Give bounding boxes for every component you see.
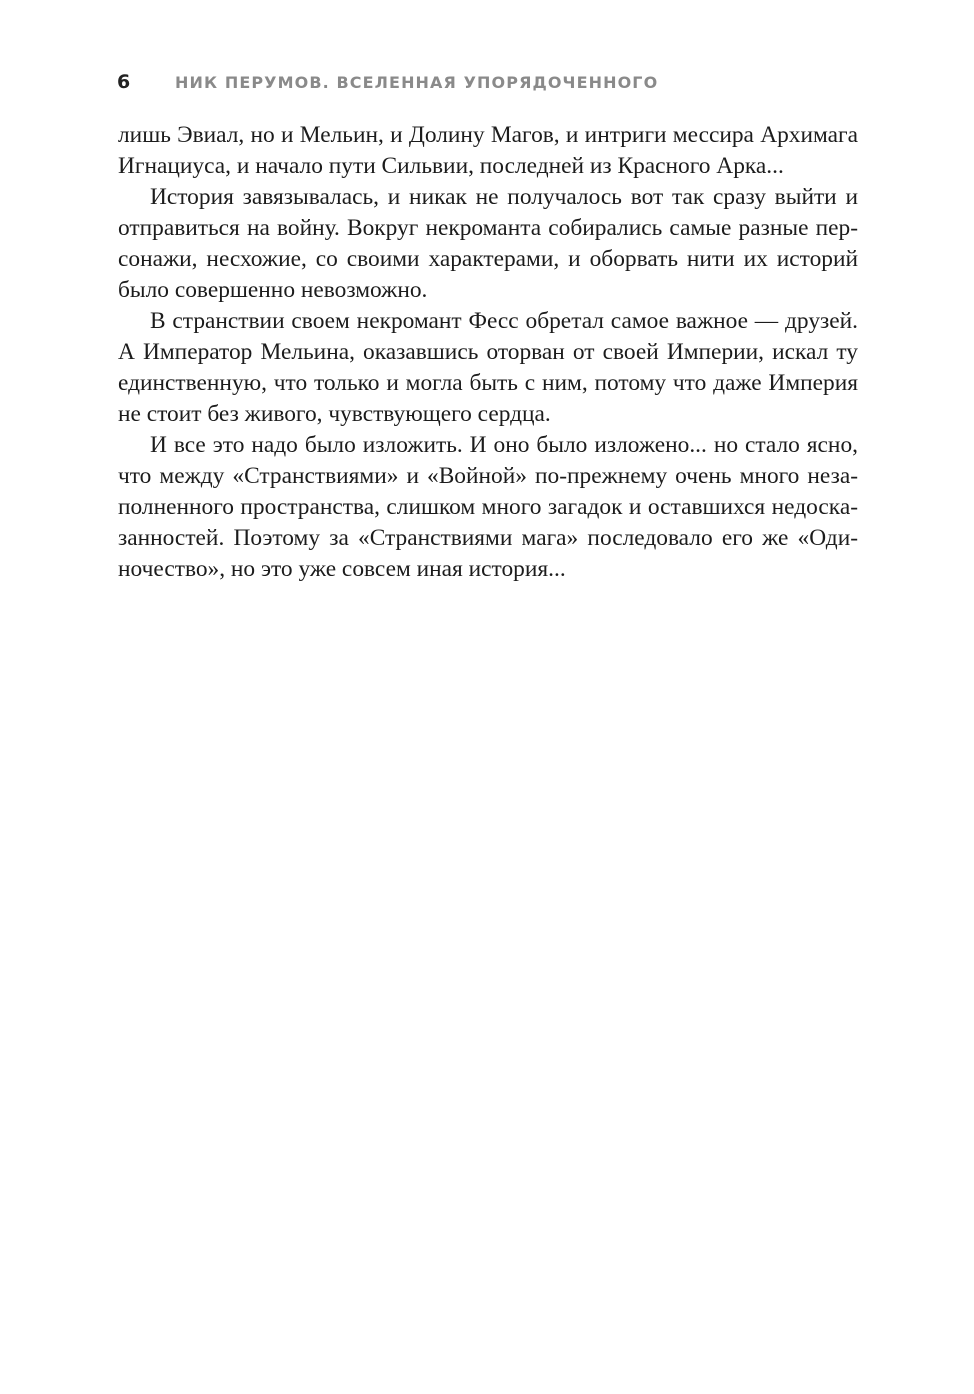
- text-line: И все это надо было изложить. И оно было изложено... но стало ясно,: [150, 432, 858, 458]
- page-number: 6: [117, 71, 131, 93]
- text-line: Игнациуса, и начало пути Сильвии, последней из Красного Арка...: [118, 153, 784, 179]
- paragraph-1: [118, 120, 858, 182]
- text-line: А Император Мельина, оказавшись оторван от своей Империи, искал ту: [118, 339, 858, 365]
- text-line: что между «Странствиями» и «Войной» по-прежнему очень много неза-: [118, 463, 858, 489]
- text-line: сонажи, несхожие, со своими характерами, и оборвать нити их историй: [118, 246, 858, 272]
- text-line: История завязывалась, и никак не получалось вот так сразу выйти и: [150, 184, 858, 210]
- text-line: ночество», но это уже совсем иная история...: [118, 556, 566, 582]
- paragraph-2: [118, 182, 858, 306]
- text-line: В странствии своем некромант Фесс обретал самое важное — друзей.: [150, 308, 858, 334]
- text-line: лишь Эвиал, но и Мельин, и Долину Магов, и интриги мессира Архимага: [118, 122, 858, 148]
- text-line: единственную, что только и могла быть с ним, потому что даже Империя: [118, 370, 858, 396]
- paragraph-4: [118, 430, 858, 585]
- paragraph-3: [118, 306, 858, 430]
- text-line: занностей. Поэтому за «Странствиями мага» последовало его же «Оди-: [118, 525, 858, 551]
- text-line: отправиться на войну. Вокруг некроманта собирались самые разные пер-: [118, 215, 858, 241]
- text-line: не стоит без живого, чувствующего сердца.: [118, 401, 551, 427]
- running-head-title: НИК ПЕРУМОВ. ВСЕЛЕННАЯ УПОРЯДОЧЕННОГО: [175, 72, 659, 92]
- running-head: [117, 68, 658, 96]
- text-line: полненного пространства, слишком много загадок и оставшихся недоска-: [118, 494, 858, 520]
- text-line: было совершенно невозможно.: [118, 277, 428, 303]
- text-body: [118, 120, 858, 585]
